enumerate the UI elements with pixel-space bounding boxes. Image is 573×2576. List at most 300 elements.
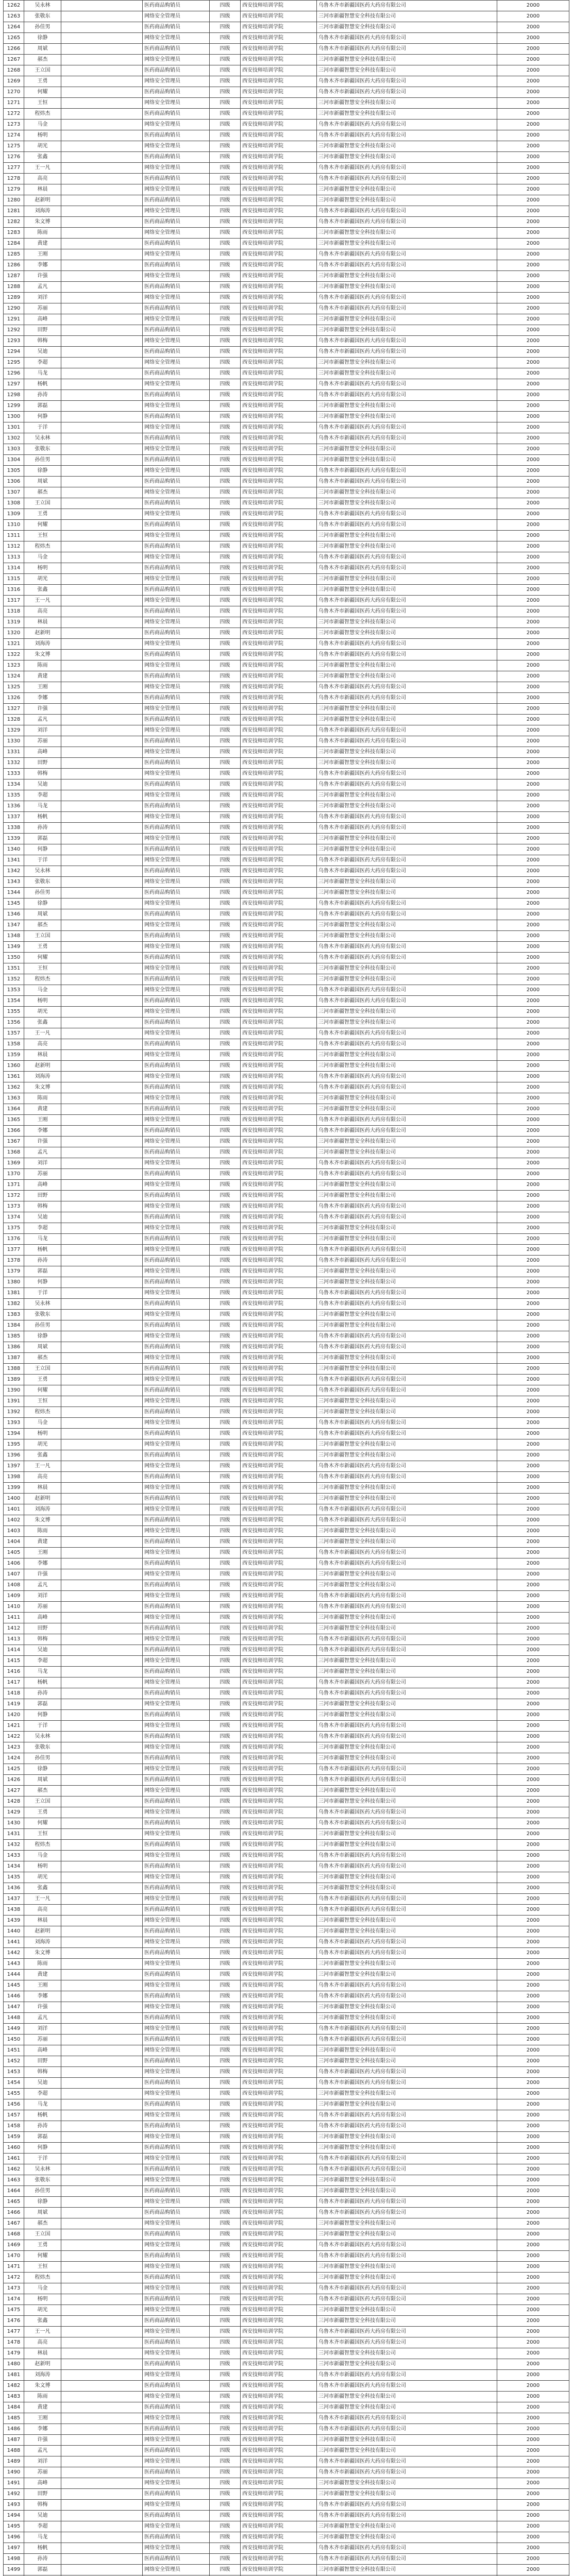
row-unit: 乌鲁木齐市新疆国医药大药房有限公司	[317, 1948, 497, 1959]
row-unit: 三河市新疆智慧安全科技有限公司	[317, 2305, 497, 2316]
row-seq: 1451	[4, 2045, 24, 2056]
row-type: 医药商品购销员	[143, 239, 210, 249]
table-row	[4, 1407, 569, 1418]
row-org: 西安技师培训学院	[241, 2392, 317, 2402]
row-unit: 乌鲁木齐市新疆国医药大药房有限公司	[317, 1472, 497, 1483]
row-unit: 乌鲁木齐市新疆国医药大药房有限公司	[317, 390, 497, 401]
row-unit: 三河市新疆智慧安全科技有限公司	[317, 1007, 497, 1018]
row-unit: 三河市新疆智慧安全科技有限公司	[317, 1926, 497, 1937]
row-id	[61, 715, 143, 725]
row-name: 林晨	[24, 1483, 61, 1494]
row-grade: 四级	[210, 347, 241, 358]
row-org: 西安技师培训学院	[241, 1256, 317, 1266]
row-name: 黄建	[24, 239, 61, 249]
row-grade: 四级	[210, 693, 241, 704]
row-amount: 2000	[497, 790, 569, 801]
row-type: 网络安全管理员	[143, 2305, 210, 2316]
table-row	[4, 1050, 569, 1061]
row-id	[61, 1007, 143, 1018]
row-amount: 2000	[497, 899, 569, 909]
row-grade: 四级	[210, 2381, 241, 2392]
row-grade: 四级	[210, 1169, 241, 1180]
row-seq: 1335	[4, 790, 24, 801]
row-id	[61, 347, 143, 358]
table-row	[4, 152, 569, 163]
row-amount: 2000	[497, 1450, 569, 1461]
row-amount: 2000	[497, 33, 569, 44]
row-name: 王立国	[24, 1797, 61, 1807]
row-org: 西安技师培训学院	[241, 2424, 317, 2435]
row-seq: 1485	[4, 2413, 24, 2424]
row-unit: 三河市新疆智慧安全科技有限公司	[317, 877, 497, 888]
row-id	[61, 477, 143, 487]
row-type: 医药商品购销员	[143, 368, 210, 379]
row-amount: 2000	[497, 1082, 569, 1093]
row-amount: 2000	[497, 141, 569, 152]
row-grade: 四级	[210, 1, 241, 11]
row-org: 西安技师培训学院	[241, 2089, 317, 2099]
row-seq: 1334	[4, 779, 24, 790]
row-amount: 2000	[497, 715, 569, 725]
row-seq: 1389	[4, 1375, 24, 1385]
row-grade: 四级	[210, 1569, 241, 1580]
row-id	[61, 76, 143, 87]
row-amount: 2000	[497, 1418, 569, 1429]
table-row	[4, 358, 569, 368]
row-name: 李超	[24, 2089, 61, 2099]
row-name: 赵新明	[24, 1061, 61, 1072]
row-name: 刘海涛	[24, 1072, 61, 1082]
row-org: 西安技师培训学院	[241, 1764, 317, 1775]
row-id	[61, 1645, 143, 1656]
row-id	[61, 379, 143, 390]
row-unit: 乌鲁木齐市新疆国医药大药房有限公司	[317, 2024, 497, 2035]
row-seq: 1280	[4, 195, 24, 206]
row-org: 西安技师培训学院	[241, 2489, 317, 2500]
row-org: 西安技师培训学院	[241, 1137, 317, 1147]
table-row	[4, 909, 569, 920]
row-name: 吴迪	[24, 347, 61, 358]
row-amount: 2000	[497, 2143, 569, 2154]
row-org: 西安技师培训学院	[241, 1050, 317, 1061]
row-unit: 三河市新疆智慧安全科技有限公司	[317, 487, 497, 498]
row-name: 周斌	[24, 2208, 61, 2218]
row-org: 西安技师培训学院	[241, 682, 317, 693]
row-unit: 三河市新疆智慧安全科技有限公司	[317, 65, 497, 76]
row-org: 西安技师培训学院	[241, 2197, 317, 2208]
row-seq: 1450	[4, 2035, 24, 2045]
row-type: 网络安全管理员	[143, 1310, 210, 1320]
row-grade: 四级	[210, 1396, 241, 1407]
row-amount: 2000	[497, 1840, 569, 1851]
row-name: 黄建	[24, 2402, 61, 2413]
row-grade: 四级	[210, 1407, 241, 1418]
row-name: 郝杰	[24, 1786, 61, 1797]
row-amount: 2000	[497, 1472, 569, 1483]
row-type: 网络安全管理员	[143, 2478, 210, 2489]
row-grade: 四级	[210, 2251, 241, 2262]
row-org: 西安技师培训学院	[241, 758, 317, 769]
table-row	[4, 174, 569, 184]
row-org: 西安技师培训学院	[241, 336, 317, 347]
row-amount: 2000	[497, 2154, 569, 2164]
row-name: 胡光	[24, 2305, 61, 2316]
row-grade: 四级	[210, 1439, 241, 1450]
row-org: 西安技师培训学院	[241, 660, 317, 671]
row-name: 黄建	[24, 1537, 61, 1548]
row-unit: 三河市新疆智慧安全科技有限公司	[317, 2099, 497, 2110]
row-type: 网络安全管理员	[143, 55, 210, 65]
row-seq: 1426	[4, 1775, 24, 1786]
row-seq: 1469	[4, 2240, 24, 2251]
row-grade: 四级	[210, 909, 241, 920]
row-type: 医药商品购销员	[143, 455, 210, 466]
row-unit: 三河市新疆智慧安全科技有限公司	[317, 1104, 497, 1115]
row-id	[61, 1072, 143, 1082]
row-type: 医药商品购销员	[143, 563, 210, 574]
row-type: 网络安全管理员	[143, 444, 210, 455]
row-id	[61, 942, 143, 953]
row-grade: 四级	[210, 1721, 241, 1732]
row-amount: 2000	[497, 11, 569, 22]
row-id	[61, 2554, 143, 2565]
row-name: 胡光	[24, 141, 61, 152]
row-type: 网络安全管理员	[143, 812, 210, 823]
row-amount: 2000	[497, 1861, 569, 1872]
table-row	[4, 541, 569, 552]
row-org: 西安技师培训学院	[241, 596, 317, 606]
row-unit: 三河市新疆智慧安全科技有限公司	[317, 412, 497, 422]
row-org: 西安技师培训学院	[241, 1331, 317, 1342]
row-seq: 1448	[4, 2013, 24, 2024]
row-type: 医药商品购销员	[143, 2554, 210, 2565]
row-name: 韩梅	[24, 2067, 61, 2078]
row-amount: 2000	[497, 1212, 569, 1223]
row-amount: 2000	[497, 509, 569, 520]
row-id	[61, 1050, 143, 1061]
row-grade: 四级	[210, 2348, 241, 2359]
row-name: 周斌	[24, 1342, 61, 1353]
table-row	[4, 1180, 569, 1191]
row-type: 医药商品购销员	[143, 2424, 210, 2435]
row-name: 于洋	[24, 1288, 61, 1299]
row-grade: 四级	[210, 812, 241, 823]
table-row	[4, 617, 569, 628]
row-seq: 1367	[4, 1137, 24, 1147]
row-seq: 1434	[4, 1861, 24, 1872]
row-id	[61, 855, 143, 866]
row-name: 许强	[24, 704, 61, 715]
row-org: 西安技师培训学院	[241, 736, 317, 747]
row-amount: 2000	[497, 174, 569, 184]
row-seq: 1290	[4, 303, 24, 314]
row-name: 马龙	[24, 801, 61, 812]
row-seq: 1380	[4, 1277, 24, 1288]
row-seq: 1492	[4, 2489, 24, 2500]
row-amount: 2000	[497, 747, 569, 758]
row-amount: 2000	[497, 1580, 569, 1591]
row-seq: 1269	[4, 76, 24, 87]
row-grade: 四级	[210, 2110, 241, 2121]
row-amount: 2000	[497, 1970, 569, 1980]
row-seq: 1377	[4, 1245, 24, 1256]
row-org: 西安技师培训学院	[241, 2251, 317, 2262]
row-type: 医药商品购销员	[143, 174, 210, 184]
row-id	[61, 2327, 143, 2337]
row-type: 医药商品购销员	[143, 130, 210, 141]
row-id	[61, 1407, 143, 1418]
row-seq: 1383	[4, 1310, 24, 1320]
row-amount: 2000	[497, 1439, 569, 1450]
row-org: 西安技师培训学院	[241, 1548, 317, 1558]
row-name: 马龙	[24, 1234, 61, 1245]
row-unit: 三河市新疆智慧安全科技有限公司	[317, 109, 497, 120]
row-seq: 1439	[4, 1916, 24, 1926]
row-name: 王勇	[24, 1807, 61, 1818]
row-name: 李娜	[24, 260, 61, 271]
table-row	[4, 1461, 569, 1472]
row-type: 网络安全管理员	[143, 1461, 210, 1472]
row-name: 王立国	[24, 931, 61, 942]
row-seq: 1354	[4, 996, 24, 1007]
table-row	[4, 390, 569, 401]
table-row	[4, 1018, 569, 1028]
row-seq: 1356	[4, 1018, 24, 1028]
row-id	[61, 1602, 143, 1613]
row-type: 医药商品购销员	[143, 2337, 210, 2348]
row-id	[61, 1537, 143, 1548]
row-grade: 四级	[210, 1851, 241, 1861]
row-amount: 2000	[497, 1656, 569, 1667]
row-type: 医药商品购销员	[143, 1147, 210, 1158]
row-grade: 四级	[210, 996, 241, 1007]
row-id	[61, 422, 143, 433]
row-name: 高亮	[24, 606, 61, 617]
row-type: 医药商品购销员	[143, 1320, 210, 1331]
table-row	[4, 2402, 569, 2413]
row-seq: 1493	[4, 2500, 24, 2511]
row-unit: 乌鲁木齐市新疆国医药大药房有限公司	[317, 2240, 497, 2251]
row-unit: 三河市新疆智慧安全科技有限公司	[317, 628, 497, 639]
row-amount: 2000	[497, 563, 569, 574]
row-id	[61, 628, 143, 639]
row-type: 医药商品购销员	[143, 1191, 210, 1201]
row-name: 杨明	[24, 1861, 61, 1872]
row-grade: 四级	[210, 1829, 241, 1840]
table-row	[4, 2467, 569, 2478]
row-id	[61, 1277, 143, 1288]
row-org: 西安技师培训学院	[241, 2035, 317, 2045]
row-grade: 四级	[210, 2175, 241, 2186]
row-unit: 乌鲁木齐市新疆国医药大药房有限公司	[317, 1558, 497, 1569]
row-id	[61, 963, 143, 974]
row-seq: 1381	[4, 1288, 24, 1299]
row-grade: 四级	[210, 942, 241, 953]
row-amount: 2000	[497, 1504, 569, 1515]
row-name: 马金	[24, 985, 61, 996]
row-org: 西安技师培训学院	[241, 1732, 317, 1742]
row-grade: 四级	[210, 1894, 241, 1905]
row-grade: 四级	[210, 1461, 241, 1472]
table-row	[4, 1450, 569, 1461]
row-unit: 三河市新疆智慧安全科技有限公司	[317, 55, 497, 65]
row-amount: 2000	[497, 1299, 569, 1310]
row-id	[61, 293, 143, 303]
row-name: 朱文博	[24, 1515, 61, 1526]
row-org: 西安技师培训学院	[241, 152, 317, 163]
row-unit: 乌鲁木齐市新疆国医药大药房有限公司	[317, 1072, 497, 1082]
row-amount: 2000	[497, 1028, 569, 1039]
row-seq: 1313	[4, 552, 24, 563]
row-amount: 2000	[497, 130, 569, 141]
row-amount: 2000	[497, 184, 569, 195]
row-name: 苏丽	[24, 736, 61, 747]
row-type: 医药商品购销员	[143, 2273, 210, 2283]
row-id	[61, 2478, 143, 2489]
row-id	[61, 130, 143, 141]
row-grade: 四级	[210, 1450, 241, 1461]
row-name: 马龙	[24, 1667, 61, 1677]
row-id	[61, 1364, 143, 1375]
row-grade: 四级	[210, 2316, 241, 2327]
row-unit: 乌鲁木齐市新疆国医药大药房有限公司	[317, 1288, 497, 1299]
row-type: 网络安全管理员	[143, 33, 210, 44]
row-unit: 三河市新疆智慧安全科技有限公司	[317, 2089, 497, 2099]
table-row	[4, 1039, 569, 1050]
table-row	[4, 2262, 569, 2273]
table-row	[4, 401, 569, 412]
row-unit: 乌鲁木齐市新疆国医药大药房有限公司	[317, 606, 497, 617]
row-type: 医药商品购销员	[143, 888, 210, 899]
row-type: 网络安全管理员	[143, 531, 210, 541]
row-amount: 2000	[497, 1926, 569, 1937]
row-id	[61, 2316, 143, 2327]
row-org: 西安技师培训学院	[241, 2348, 317, 2359]
row-grade: 四级	[210, 974, 241, 985]
row-unit: 三河市新疆智慧安全科技有限公司	[317, 1061, 497, 1072]
roster-table	[3, 0, 569, 2576]
row-amount: 2000	[497, 1753, 569, 1764]
row-seq: 1362	[4, 1082, 24, 1093]
row-seq: 1423	[4, 1742, 24, 1753]
row-unit: 乌鲁木齐市新疆国医药大药房有限公司	[317, 2554, 497, 2565]
row-unit: 乌鲁木齐市新疆国医药大药房有限公司	[317, 1677, 497, 1688]
row-org: 西安技师培训学院	[241, 444, 317, 455]
row-unit: 三河市新疆智慧安全科技有限公司	[317, 325, 497, 336]
row-id	[61, 2392, 143, 2402]
row-seq: 1277	[4, 163, 24, 174]
table-row	[4, 1548, 569, 1558]
row-id	[61, 758, 143, 769]
row-seq: 1289	[4, 293, 24, 303]
table-row	[4, 1699, 569, 1710]
table-row	[4, 725, 569, 736]
row-grade: 四级	[210, 801, 241, 812]
row-type: 网络安全管理员	[143, 98, 210, 109]
row-org: 西安技师培训学院	[241, 909, 317, 920]
row-grade: 四级	[210, 552, 241, 563]
row-grade: 四级	[210, 2240, 241, 2251]
row-type: 医药商品购销员	[143, 715, 210, 725]
row-amount: 2000	[497, 152, 569, 163]
row-id	[61, 11, 143, 22]
row-org: 西安技师培训学院	[241, 1439, 317, 1450]
row-seq: 1276	[4, 152, 24, 163]
row-id	[61, 1201, 143, 1212]
row-type: 网络安全管理员	[143, 617, 210, 628]
row-grade: 四级	[210, 239, 241, 249]
row-unit: 乌鲁木齐市新疆国医药大药房有限公司	[317, 293, 497, 303]
row-grade: 四级	[210, 1558, 241, 1569]
row-unit: 三河市新疆智慧安全科技有限公司	[317, 1320, 497, 1331]
row-id	[61, 790, 143, 801]
row-name: 赵新明	[24, 1494, 61, 1504]
table-row	[4, 801, 569, 812]
row-name: 胡光	[24, 1007, 61, 1018]
row-org: 西安技师培训学院	[241, 704, 317, 715]
row-grade: 四级	[210, 2121, 241, 2132]
row-type: 网络安全管理员	[143, 639, 210, 650]
row-id	[61, 1818, 143, 1829]
table-row	[4, 1169, 569, 1180]
row-name: 陈雨	[24, 1526, 61, 1537]
row-seq: 1266	[4, 44, 24, 55]
row-org: 西安技师培训学院	[241, 2110, 317, 2121]
row-type: 网络安全管理员	[143, 1158, 210, 1169]
row-type: 网络安全管理员	[143, 2024, 210, 2035]
row-name: 王刚	[24, 682, 61, 693]
row-name: 赵新明	[24, 628, 61, 639]
row-id	[61, 336, 143, 347]
row-org: 西安技师培训学院	[241, 1429, 317, 1439]
row-id	[61, 1688, 143, 1699]
row-unit: 三河市新疆智慧安全科技有限公司	[317, 2402, 497, 2413]
row-unit: 乌鲁木齐市新疆国医药大药房有限公司	[317, 1126, 497, 1137]
table-row	[4, 574, 569, 585]
row-type: 网络安全管理员	[143, 293, 210, 303]
table-row	[4, 736, 569, 747]
row-grade: 四级	[210, 141, 241, 152]
row-seq: 1490	[4, 2467, 24, 2478]
row-type: 医药商品购销员	[143, 1342, 210, 1353]
row-type: 医药商品购销员	[143, 520, 210, 531]
row-org: 西安技师培训学院	[241, 2024, 317, 2035]
row-id	[61, 2132, 143, 2143]
table-row	[4, 812, 569, 823]
row-amount: 2000	[497, 2240, 569, 2251]
row-org: 西安技师培训学院	[241, 606, 317, 617]
row-grade: 四级	[210, 1277, 241, 1288]
row-org: 西安技师培训学院	[241, 1786, 317, 1797]
row-amount: 2000	[497, 2521, 569, 2532]
row-grade: 四级	[210, 2489, 241, 2500]
row-type: 网络安全管理员	[143, 1721, 210, 1732]
row-unit: 三河市新疆智慧安全科技有限公司	[317, 1050, 497, 1061]
row-id	[61, 801, 143, 812]
row-seq: 1424	[4, 1753, 24, 1764]
row-id	[61, 487, 143, 498]
row-amount: 2000	[497, 1991, 569, 2002]
row-amount: 2000	[497, 1613, 569, 1623]
row-grade: 四级	[210, 1180, 241, 1191]
row-id	[61, 1569, 143, 1580]
row-org: 西安技师培训学院	[241, 1115, 317, 1126]
row-unit: 乌鲁木齐市新疆国医药大药房有限公司	[317, 639, 497, 650]
row-unit: 乌鲁木齐市新疆国医药大药房有限公司	[317, 1851, 497, 1861]
row-seq: 1392	[4, 1407, 24, 1418]
row-amount: 2000	[497, 379, 569, 390]
row-grade: 四级	[210, 1602, 241, 1613]
